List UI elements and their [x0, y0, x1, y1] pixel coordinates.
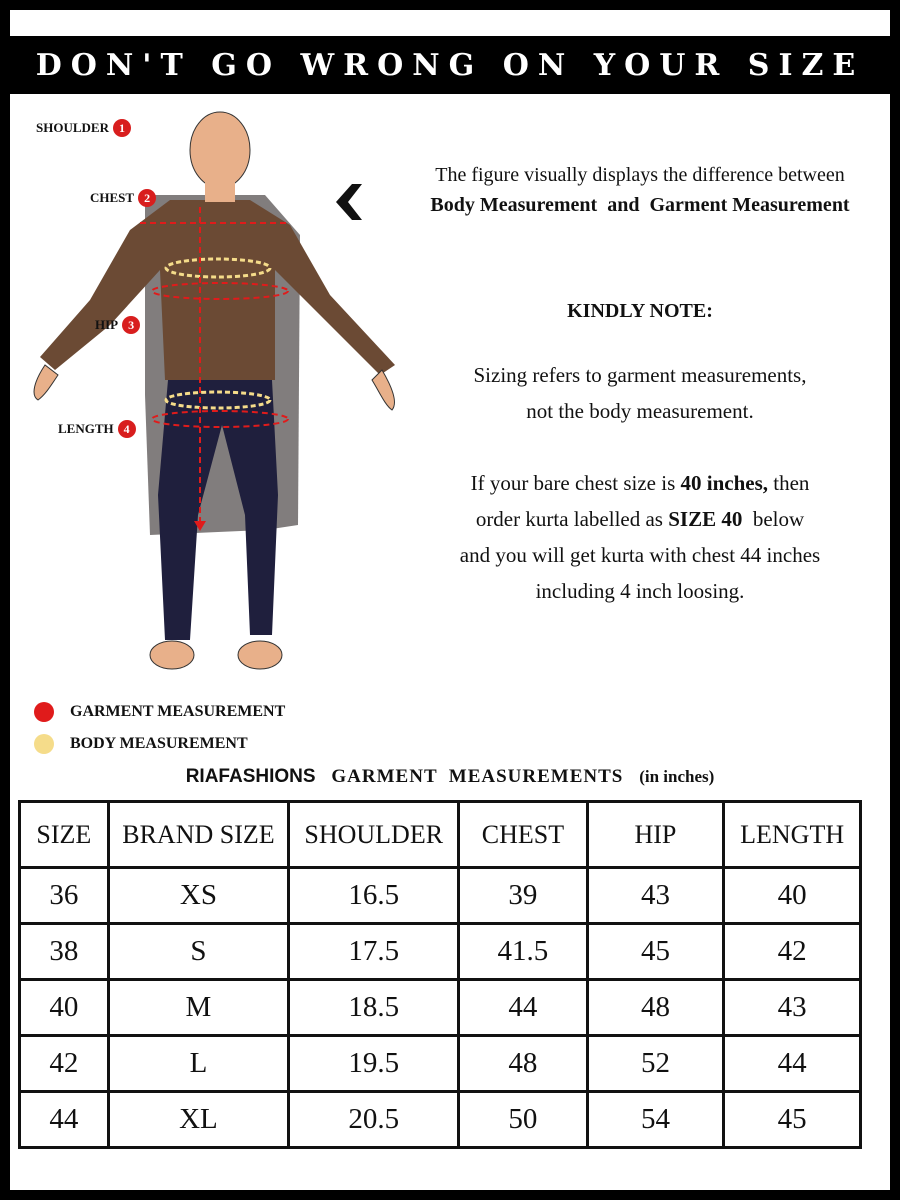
page-banner	[10, 36, 890, 94]
note-body: Sizing refers to garment measurements, not the body measurement. If your bare chest size is 40 inches, then order kurta labelled as SIZE 40 below and you will get kurta with chest 44 inches including 4 inch loosing.	[459, 363, 821, 603]
table-row	[20, 1092, 861, 1148]
header-chest: CHEST	[459, 802, 587, 868]
cell-shoulder: 20.5	[289, 1092, 459, 1148]
table-row	[20, 924, 861, 980]
cell-chest: 50	[459, 1092, 587, 1148]
legend	[34, 696, 285, 760]
cell-length: 45	[724, 1092, 861, 1148]
yellow-dot-icon	[34, 734, 54, 754]
cell-hip: 48	[587, 980, 724, 1036]
marker-1: 1	[113, 119, 131, 137]
cell-shoulder: 18.5	[289, 980, 459, 1036]
cell-chest: 44	[459, 980, 587, 1036]
cell-shoulder: 19.5	[289, 1036, 459, 1092]
legend-garment: GARMENT MEASUREMENT	[34, 696, 285, 728]
cell-length: 43	[724, 980, 861, 1036]
table-title: RIAFASHIONS GARMENT MEASUREMENTS (in inches)	[185, 766, 715, 787]
cell-size: 42	[20, 1036, 109, 1092]
cell-size: 40	[20, 980, 109, 1036]
cell-length: 42	[724, 924, 861, 980]
cell-brand-size: S	[108, 924, 289, 980]
header-brand-size: BRAND SIZE	[108, 802, 289, 868]
cell-hip: 43	[587, 868, 724, 924]
cell-size: 36	[20, 868, 109, 924]
cell-chest: 39	[459, 868, 587, 924]
marker-3: 3	[122, 316, 140, 334]
header-hip: HIP	[587, 802, 724, 868]
marker-4: 4	[118, 420, 136, 438]
chest-label: CHEST 2	[90, 189, 156, 207]
cell-chest: 48	[459, 1036, 587, 1092]
header-length: LENGTH	[724, 802, 861, 868]
table-header-row	[20, 802, 861, 868]
chevron-left-icon	[332, 182, 366, 222]
cell-hip: 52	[587, 1036, 724, 1092]
cell-brand-size: M	[108, 980, 289, 1036]
explanation-panel	[400, 160, 880, 609]
cell-size: 44	[20, 1092, 109, 1148]
header-shoulder: SHOULDER	[289, 802, 459, 868]
size-chart-table	[18, 800, 862, 1149]
header-size: SIZE	[20, 802, 109, 868]
cell-hip: 45	[587, 924, 724, 980]
cell-brand-size: L	[108, 1036, 289, 1092]
table-row	[20, 868, 861, 924]
note-title: KINDLY NOTE:	[567, 300, 713, 322]
red-dot-icon	[34, 702, 54, 722]
cell-chest: 41.5	[459, 924, 587, 980]
hip-label: HIP 3	[95, 316, 140, 334]
cell-shoulder: 16.5	[289, 868, 459, 924]
intro-text: The figure visually displays the difference between Body Measurement and Garment Measurement	[430, 164, 850, 216]
cell-length: 40	[724, 868, 861, 924]
table-row	[20, 980, 861, 1036]
marker-2: 2	[138, 189, 156, 207]
banner-title: DON'T GO WRONG ON YOUR SIZE	[35, 47, 865, 83]
legend-body: BODY MEASUREMENT	[34, 728, 285, 760]
cell-hip: 54	[587, 1092, 724, 1148]
cell-size: 38	[20, 924, 109, 980]
length-label: LENGTH 4	[58, 420, 136, 438]
cell-brand-size: XS	[108, 868, 289, 924]
cell-length: 44	[724, 1036, 861, 1092]
table-row	[20, 1036, 861, 1092]
cell-shoulder: 17.5	[289, 924, 459, 980]
cell-brand-size: XL	[108, 1092, 289, 1148]
shoulder-label: SHOULDER 1	[36, 119, 131, 137]
